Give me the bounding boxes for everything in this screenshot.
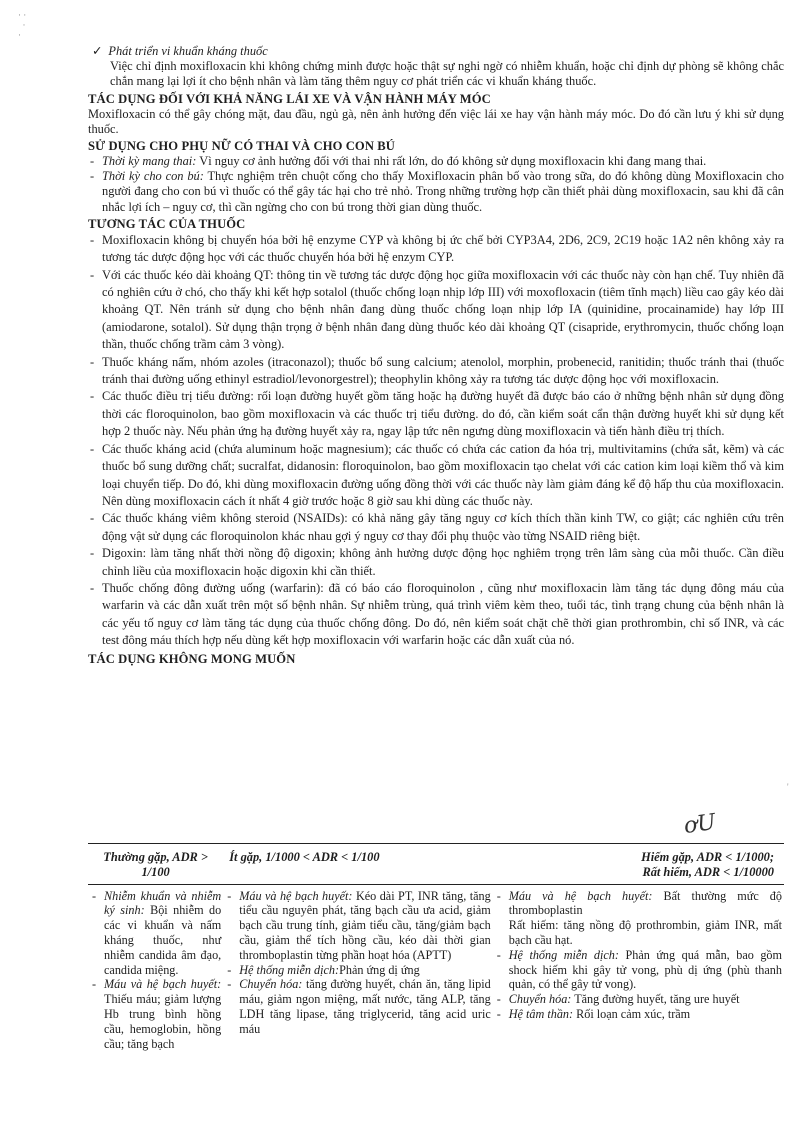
cell-common — [88, 884, 223, 1051]
column-header-uncommon: Ít gặp, 1/1000 < ADR < 1/100 — [223, 844, 493, 885]
column-header-rare: Hiếm gặp, ADR < 1/1000; Rất hiếm, ADR < 1/10000 — [493, 844, 784, 885]
scan-mark: ' — [787, 782, 789, 792]
list-item: - Máu và hệ bạch huyết: Kéo dài PT, INR tăng, tăng tiểu cầu nguyên phát, tăng bạch cầu ưa acid, giảm bạch cầu trung tính, giảm tiểu cầu, tăng/giảm bạch cầu, giảm thể tích hồng cầu, kéo dài thời gian thromboplastin từng phần hoạt hóa (APTT) — [225, 889, 491, 963]
adverse-heading: TÁC DỤNG KHÔNG MONG MUỐN — [88, 651, 296, 666]
cell-rare — [493, 884, 784, 1051]
list-item: - Hệ thống miễn dịch:Phản ứng dị ứng — [225, 963, 491, 978]
interactions-list — [88, 232, 784, 650]
list-item: - Digoxin: làm tăng nhất thời nồng độ digoxin; không ảnh hưởng dược động học nghiêm trọng trên lâm sàng của mỗi thuốc. Cần điều chỉnh liều của moxifloxacin hoặc digoxin khi cần thiết. — [88, 545, 784, 580]
adverse-effects-table — [88, 843, 784, 1051]
list-item: - Thời kỳ cho con bú: Thực nghiệm trên chuột cống cho thấy Moxifloxacin phân bố vào trong sữa, do đó không dùng Moxifloxacin cho người đang cho con bú vì thuốc có thể gây tác hại cho trẻ nhỏ. Trong những trường hợp cần thiết phải dùng moxifloxacin, sau khi đã cân nhắc lợi ích – nguy cơ, thì cần ngừng cho con bú trong thời gian dùng thuốc. — [88, 169, 784, 215]
list-item: - Với các thuốc kéo dài khoảng QT: thông tin về tương tác dược động học giữa moxifloxacin với các thuốc này còn hạn chế. Tuy nhiên đã có nghiên cứu ở chó, cho thấy khi kết hợp sotalol (thuốc chống loạn nhịp lớp III) với moxofloxacin (tiêm tĩnh mạch) liều cao gây kéo dài khoảng QT. Nên tránh sử dụng cho bệnh nhân đang dùng thuốc chống loạn nhịp lớp IA (quinidine, procainamide) hay lớp III (amiodarone, sotalol). Sử dụng thận trọng ở bệnh nhân đang dùng thuốc kéo dài khoảng QT (cisapride, erythromycin, thuốc chống loạn thần, thuốc chống trầm cảm 3 vòng). — [88, 267, 784, 354]
list-item: - Chuyển hóa: Tăng đường huyết, tăng ure huyết — [495, 992, 782, 1007]
list-item: - Các thuốc kháng viêm không steroid (NSAIDs): có khả năng gây tăng nguy cơ kích thích thần kinh TW, co giật; các nghiên cứu trên động vật sử dụng các floroquinolon khác nhau gợi ý nguy cơ thay đổi phụ thuộc vào từng NSAID riêng biệt. — [88, 510, 784, 545]
list-item: - Nhiễm khuẩn và nhiễm ký sinh: Bội nhiễm do các vi khuẩn và nấm kháng thuốc, như nhiễm candida âm đạo, candida miệng. — [90, 889, 221, 978]
document-body — [88, 44, 784, 667]
list-item: - Thời kỳ mang thai: Vì nguy cơ ảnh hưởng đối với thai nhi rất lớn, do đó không sử dụng moxifloxacin khi đang mang thai. — [88, 154, 784, 169]
driving-heading: TÁC DỤNG ĐỐI VỚI KHẢ NĂNG LÁI XE VÀ VẬN HÀNH MÁY MÓC — [88, 91, 491, 106]
list-item: - Hệ tâm thần: Rối loạn cảm xúc, trầm — [495, 1007, 782, 1022]
scan-marks: · · · · — [18, 10, 27, 40]
resistance-heading: ✓ Phát triển vi khuẩn kháng thuốc — [92, 44, 268, 58]
list-item: - Máu và hệ bạch huyết: Bất thường mức độ thromboplastin Rất hiếm: tăng nồng độ prothrombin, giảm INR, mất bạch cầu hạt. — [495, 889, 782, 948]
list-item: - Chuyển hóa: tăng đường huyết, chán ăn, tăng lipid máu, giảm ngon miệng, mất nước, tăng ALP, tăng LDH tăng lipase, tăng triglycerid, tăng acid uric máu — [225, 977, 491, 1036]
list-item: - Máu và hệ bạch huyết: Thiếu máu; giảm lượng Hb trung bình hồng cầu, hemoglobin, hồng cầu; tăng bạch — [90, 977, 221, 1051]
interactions-heading: TƯƠNG TÁC CỦA THUỐC — [88, 216, 246, 231]
list-item: - Thuốc kháng nấm, nhóm azoles (itraconazol); thuốc bổ sung calcium; atenolol, morphin, probenecid, ranitidin; thuốc tránh thai (thuốc tránh thai đường uống ethinyl estradiol/levonorgestrel); theophylin không xảy ra tương tác dược động học với moxifloxacin. — [88, 354, 784, 389]
list-item: - Moxifloxacin không bị chuyển hóa bởi hệ enzyme CYP và không bị ức chế bởi CYP3A4, 2D6, 2C9, 2C19 hoặc 1A2 nên không xảy ra tương tác dược động học với các thuốc chuyển hóa bởi hệ enzym CYP. — [88, 232, 784, 267]
handwritten-signature: ơU — [682, 809, 718, 840]
cell-uncommon — [223, 884, 493, 1051]
column-header-common: Thường gặp, ADR > 1/100 — [88, 844, 223, 885]
resistance-text: Việc chỉ định moxifloxacin khi không chứng minh được hoặc thật sự nghi ngờ có nhiễm khuẩn, hoặc chỉ định dự phòng sẽ không chắc chắn mang lại lợi ít cho bệnh nhân và làm tăng thêm nguy cơ phát triển các vi khuẩn kháng thuốc. — [110, 59, 784, 89]
table-header-row — [88, 844, 784, 885]
pregnancy-list — [88, 154, 784, 215]
check-mark-icon: ✓ — [92, 44, 103, 58]
list-item: - Các thuốc kháng acid (chứa aluminum hoặc magnesium); các thuốc có chứa các cation đa hóa trị, multivitamins (chứa sắt, kẽm) và các thuốc bổ sung dưỡng chất; sucralfat, didanosin: floroquinolon, bao gồm moxifloxacin tạo chelat với các cation kim loại kiềm thổ và kim loại chuyển tiếp. Do đó, khi dùng moxifloxacin đường uống đồng thời với các thuốc này làm giảm đáng kể độ hấp thu của moxifloxacin. Nên dùng moxifloxacin cách ít nhất 4 giờ trước hoặc 8 giờ sau khi dùng các thuốc này. — [88, 441, 784, 511]
list-item: - Hệ thống miễn dịch: Phản ứng quá mẫn, bao gồm shock hiếm khi gây tử vong, phù dị ứng (phù thanh quản, có thể gây tử vong). — [495, 948, 782, 992]
table-row — [88, 884, 784, 1051]
pregnancy-heading: SỬ DỤNG CHO PHỤ NỮ CÓ THAI VÀ CHO CON BÚ — [88, 139, 395, 154]
list-item: - Các thuốc điều trị tiểu đường: rối loạn đường huyết gồm tăng hoặc hạ đường huyết đã được báo cáo ở những bệnh nhân sử dụng đồng thời các floroquinolon, bao gồm moxifloxacin và các thuốc trị tiểu đường. do đó, cần kiểm soát cẩn thận đường huyết khi sử dụng kết hợp 2 thuốc này. Nếu phản ứng hạ đường huyết xảy ra, ngay lập tức nên ngưng dùng moxifloxacin và tiến hành điều trị thích. — [88, 388, 784, 440]
driving-text: Moxifloxacin có thể gây chóng mặt, đau đầu, ngủ gà, nên ảnh hưởng đến việc lái xe hay vận hành máy móc. Do đó cần lưu ý khi sử dụng thuốc. — [88, 106, 784, 136]
list-item: - Thuốc chống đông đường uống (warfarin): đã có báo cáo floroquinolon , cũng như moxifloxacin làm tăng tác dụng đông máu của warfarin và các dẫn xuất trên một số bệnh nhân. Sự nhiễm trùng, quá trình viêm kèm theo, tuổi tác, tình trạng chung của bệnh nhân là các yếu tố nguy cơ làm tăng tác dụng của thuốc chống đông. Do đó, nên kiểm soát chặt chẽ thời gian prothrombin, chỉ số INR, và các test đông máu thích hợp nếu dùng kết hợp moxifloxacin với warfarin hoặc các dẫn xuất của nó. — [88, 580, 784, 650]
